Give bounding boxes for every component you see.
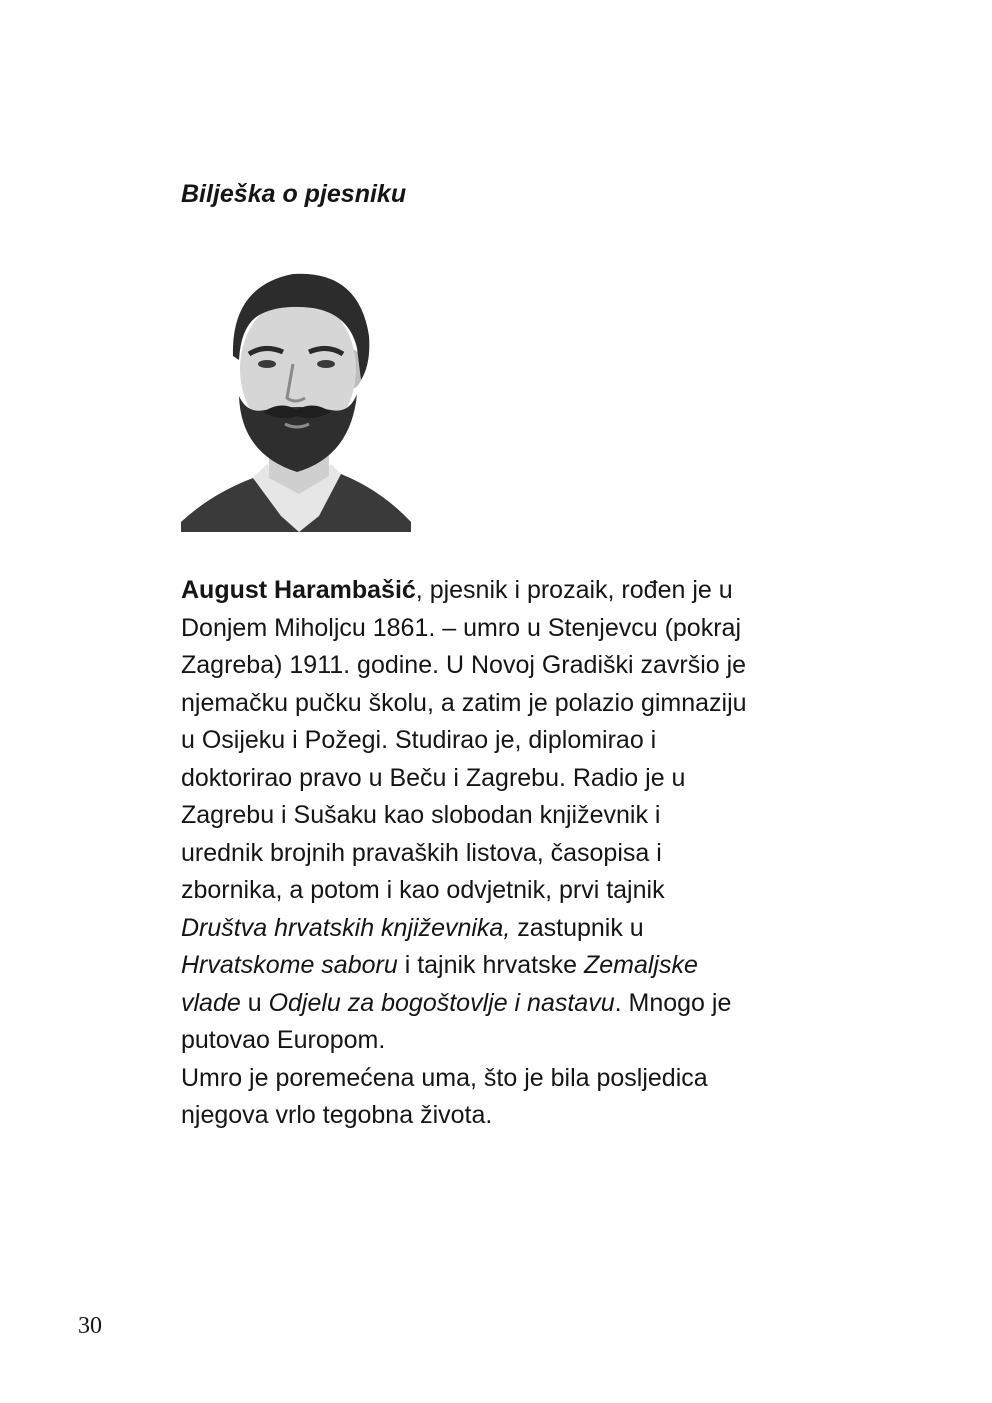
portrait-photo — [181, 264, 411, 532]
society-name: Društva hrvatskih književnika, — [181, 913, 511, 942]
biography-paragraph — [181, 572, 851, 1060]
bio-text: Zagreba) 1911. godine. U Novoj Gradiški završio je — [181, 651, 747, 679]
poet-name: August Harambašić — [181, 576, 416, 604]
bio-text: putovao Europom. — [181, 1026, 386, 1054]
department-name: Odjelu za bogoštovlje i nastavu — [268, 988, 615, 1017]
bio-text: njegova vrlo tegobna života. — [181, 1101, 493, 1129]
biography-paragraph — [181, 1060, 851, 1135]
section-heading: Bilješka o pjesniku — [181, 180, 407, 208]
bio-text: urednik brojnih pravaških listova, časopisa i — [181, 838, 662, 867]
biography-text — [181, 572, 851, 1135]
bio-text: u Osijeku i Požegi. Studirao je, diplomirao i — [181, 726, 657, 754]
bio-text: Umro je poremećena uma, što je bila posljedica — [181, 1063, 708, 1092]
bio-text: . Mnogo je — [614, 988, 732, 1017]
government-name: vlade — [181, 988, 241, 1017]
parliament-name: Hrvatskome saboru — [181, 951, 398, 979]
bio-text: zastupnik u — [510, 913, 644, 942]
bio-text: zbornika, a potom i kao odvjetnik, prvi tajnik — [181, 876, 665, 904]
bio-text: Zagrebu i Sušaku kao slobodan književnik i — [181, 801, 661, 829]
bio-text: u — [240, 988, 269, 1017]
bio-text: njemačku pučku školu, a zatim je polazio gimnaziju — [181, 688, 747, 717]
bio-text: doktorirao pravo u Beču i Zagrebu. Radio je u — [181, 763, 686, 792]
bio-text: i tajnik hrvatske — [397, 951, 584, 979]
government-name: Zemaljske — [583, 951, 698, 979]
bio-text: Donjem Miholjcu 1861. – umro u Stenjevcu (pokraj — [181, 613, 741, 642]
page-number: 30 — [78, 1313, 102, 1339]
bio-text: , pjesnik i prozaik, rođen je u — [415, 576, 733, 604]
